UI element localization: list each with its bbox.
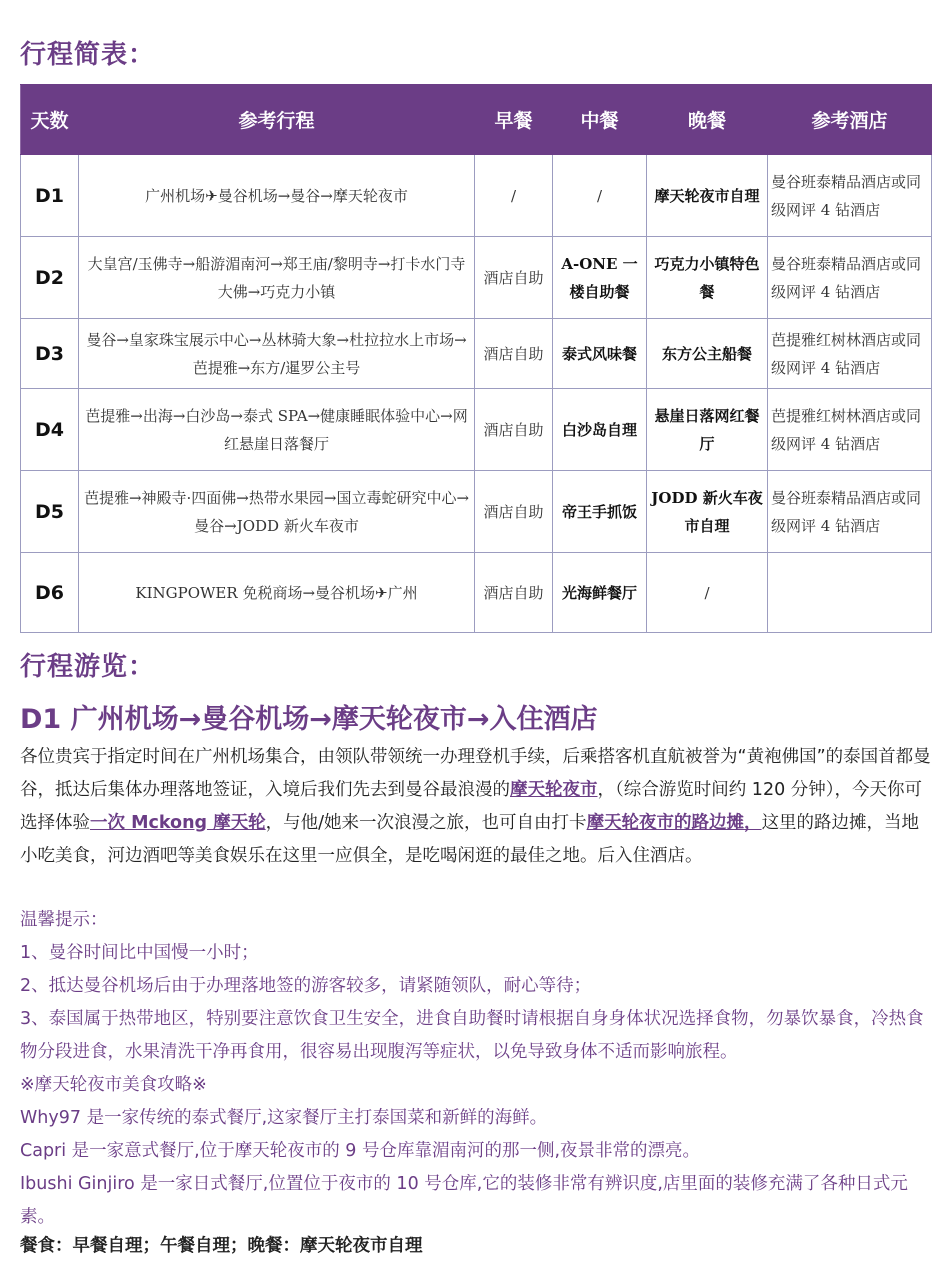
cell-day: D6	[21, 553, 79, 633]
d1-text-2: ，（综合游览时间约 120 分钟），今天你可选择体验	[20, 780, 923, 833]
cell-lunch: 帝王手抓饭	[553, 471, 647, 553]
cell-lunch: A-ONE 一楼自助餐	[553, 237, 647, 319]
table-row	[21, 553, 932, 633]
cell-route: 芭提雅→出海→白沙岛→泰式 SPA→健康睡眠体验中心→网红悬崖日落餐厅	[79, 389, 475, 471]
cell-lunch: 光海鲜餐厅	[553, 553, 647, 633]
header-lunch: 中餐	[553, 85, 647, 155]
cell-route: 广州机场✈曼谷机场→曼谷→摩天轮夜市	[79, 155, 475, 237]
cell-breakfast: /	[475, 155, 553, 237]
tip-item: 3、泰国属于热带地区，特别要注意饮食卫生安全，进食自助餐时请根据自身身体状况选择食物，勿暴饮暴食，冷热食物分段进食，水果清洗干净再食用，很容易出现腹泻等症状，以免导致身体不适而影响旅程。	[20, 1009, 924, 1062]
food-guide-item: Why97 是一家传统的泰式餐厅,这家餐厅主打泰国菜和新鲜的海鲜。	[20, 1108, 548, 1128]
cell-route: 芭提雅→神殿寺·四面佛→热带水果园→国立毒蛇研究中心→曼谷→JODD 新火车夜市	[79, 471, 475, 553]
cell-dinner: 摩天轮夜市自理	[647, 155, 768, 237]
d1-title: D1 广州机场→曼谷机场→摩天轮夜市→入住酒店	[20, 704, 598, 735]
link-street-stalls[interactable]: 摩天轮夜市的路边摊，	[586, 813, 762, 833]
d1-text-4: 这里的路边摊，当地小吃美食，河边酒吧等美食娱乐在这里一应俱全，是吃喝闲逛的最佳之地。后入住酒店。	[20, 813, 920, 866]
cell-dinner: /	[647, 553, 768, 633]
food-guide-item: Capri 是一家意式餐厅,位于摩天轮夜市的 9 号仓库靠湄南河的那一侧,夜景非常的漂亮。	[20, 1141, 701, 1161]
cell-hotel: 芭提雅红树林酒店或同级网评 4 钻酒店	[768, 319, 932, 389]
cell-lunch: 泰式风味餐	[553, 319, 647, 389]
tip-item: 1、曼谷时间比中国慢一小时；	[20, 943, 259, 963]
cell-day: D1	[21, 155, 79, 237]
meals-summary: 餐食：早餐自理；午餐自理；晚餐：摩天轮夜市自理	[20, 1236, 423, 1256]
cell-hotel: 曼谷班泰精品酒店或同级网评 4 钻酒店	[768, 471, 932, 553]
cell-breakfast: 酒店自助	[475, 389, 553, 471]
d1-text-1: 各位贵宾于指定时间在广州机场集合，由领队带领统一办理登机手续，后乘搭客机直航被誉为“黄袍佛国”的泰国首都曼谷，抵达后集体办理落地签证，入境后我们先去到曼谷最浪漫的	[20, 747, 931, 800]
cell-breakfast: 酒店自助	[475, 471, 553, 553]
table-row	[21, 237, 932, 319]
cell-dinner: 悬崖日落网红餐厅	[647, 389, 768, 471]
link-ferris-wheel-market[interactable]: 摩天轮夜市	[510, 780, 598, 800]
summary-heading: 行程简表：	[20, 40, 156, 70]
itinerary-table	[20, 84, 932, 633]
cell-day: D5	[21, 471, 79, 553]
table-row	[21, 471, 932, 553]
cell-day: D4	[21, 389, 79, 471]
cell-hotel	[768, 553, 932, 633]
header-breakfast: 早餐	[475, 85, 553, 155]
cell-breakfast: 酒店自助	[475, 319, 553, 389]
table-row	[21, 155, 932, 237]
table-header-row	[21, 85, 932, 155]
d1-description	[20, 741, 932, 873]
cell-day: D2	[21, 237, 79, 319]
cell-lunch: /	[553, 155, 647, 237]
food-guide-heading: ※摩天轮夜市美食攻略※	[20, 1075, 207, 1095]
header-day: 天数	[21, 85, 79, 155]
cell-dinner: 巧克力小镇特色餐	[647, 237, 768, 319]
food-guide-item: Ibushi Ginjiro 是一家日式餐厅,位置位于夜市的 10 号仓库,它的装修非常有辨识度,店里面的装修充满了各种日式元素。	[20, 1174, 908, 1227]
cell-route: 曼谷→皇家珠宝展示中心→丛林骑大象→杜拉拉水上市场→芭提雅→东方/暹罗公主号	[79, 319, 475, 389]
tips-heading: 温馨提示：	[20, 910, 108, 930]
tip-item: 2、抵达曼谷机场后由于办理落地签的游客较多，请紧随领队，耐心等待；	[20, 976, 592, 996]
d1-text-3: ，与他/她来一次浪漫之旅，也可自由打卡	[265, 813, 587, 833]
header-dinner: 晚餐	[647, 85, 768, 155]
table-row	[21, 319, 932, 389]
link-mckong-ferris-wheel[interactable]: 一次 Mckong 摩天轮	[90, 813, 266, 833]
tour-heading: 行程游览：	[20, 652, 156, 682]
cell-hotel: 曼谷班泰精品酒店或同级网评 4 钻酒店	[768, 237, 932, 319]
cell-day: D3	[21, 319, 79, 389]
cell-breakfast: 酒店自助	[475, 553, 553, 633]
cell-dinner: JODD 新火车夜市自理	[647, 471, 768, 553]
cell-breakfast: 酒店自助	[475, 237, 553, 319]
cell-route: KINGPOWER 免税商场→曼谷机场✈广州	[79, 553, 475, 633]
cell-hotel: 芭提雅红树林酒店或同级网评 4 钻酒店	[768, 389, 932, 471]
cell-route: 大皇宫/玉佛寺→船游湄南河→郑王庙/黎明寺→打卡水门寺大佛→巧克力小镇	[79, 237, 475, 319]
tips-section	[20, 904, 932, 1234]
header-route: 参考行程	[79, 85, 475, 155]
cell-lunch: 白沙岛自理	[553, 389, 647, 471]
header-hotel: 参考酒店	[768, 85, 932, 155]
cell-dinner: 东方公主船餐	[647, 319, 768, 389]
cell-hotel: 曼谷班泰精品酒店或同级网评 4 钻酒店	[768, 155, 932, 237]
table-row	[21, 389, 932, 471]
